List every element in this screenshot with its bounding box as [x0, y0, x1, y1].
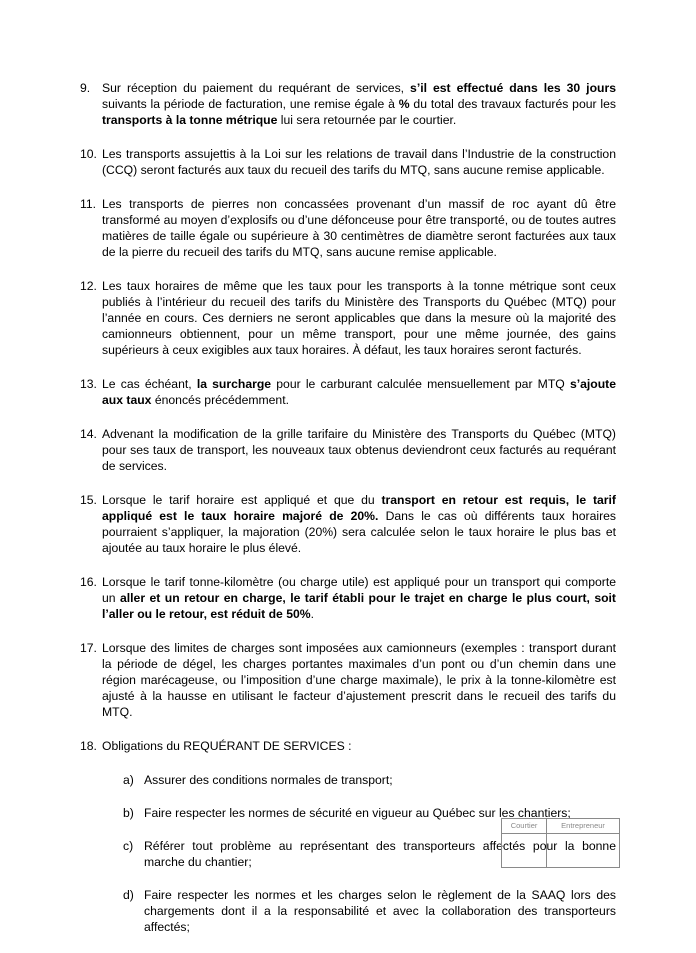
item-number: 15. — [80, 493, 97, 507]
item-text — [102, 279, 616, 357]
text-run: suivants la période de facturation, une remise égale à — [102, 97, 399, 111]
list-item — [80, 492, 616, 556]
text-run: Le cas échéant, — [102, 377, 197, 391]
item-text — [102, 147, 616, 177]
item-number: 10. — [80, 147, 97, 161]
list-item — [80, 640, 616, 720]
bold-text: la surcharge — [196, 377, 272, 391]
item-text — [102, 641, 616, 719]
text-run: du total des travaux facturés pour les — [409, 97, 616, 111]
bold-text: transport en retour est requis, le tarif appliqué est le taux horaire majoré de 20%. — [102, 493, 616, 523]
text-run: Lorsque des limites de charges sont imposées aux camionneurs (exemples : transport durant la période de dégel, les charges portantes maximales d’un pont ou d’un chemin dans une région marécageuse, ou l’imposition d’une charge maximale), le prix à la tonne-kilomètre est ajusté à la hausse en utilisant le facteur d’ajustement prescrit dans le recueil des tarifs du MTQ. — [102, 641, 616, 719]
text-run: pour le carburant calculée mensuellement par MTQ — [271, 377, 570, 391]
initials-label-entrepreneur: Entrepreneur — [547, 819, 620, 834]
item-number: 13. — [80, 377, 97, 391]
bold-text: % — [398, 97, 410, 111]
item-text — [102, 197, 616, 259]
bold-text: s’il est effectué dans les 30 jours — [410, 81, 616, 95]
text-run: Dans le cas où différents taux horaires pourraient s’appliquer, la majoration (20%) sera calculée selon le taux horaire le plus bas et ajoutée au taux horaire le plus élevé. — [102, 509, 617, 555]
sub-item-text: Référer tout problème au représentant des transporteurs affectés pour la bonne marche du chantier; — [144, 839, 616, 869]
item-number: 14. — [80, 427, 97, 441]
initials-label-courtier: Courtier — [502, 819, 547, 834]
sub-list-item — [102, 772, 616, 788]
bold-text: s’ajoute aux taux — [102, 377, 616, 407]
text-run: . — [310, 607, 314, 621]
item-text — [102, 427, 616, 473]
text-run: Advenant la modification de la grille tarifaire du Ministère des Transports du Québec (MTQ) pour ses taux de transport, les nouveaux taux obtenus deviendront ceux facturés au requérant de services. — [102, 427, 616, 473]
list-item — [80, 80, 616, 128]
text-run: Obligations du REQUÉRANT DE SERVICES : — [102, 739, 352, 753]
sub-item-label: d) — [123, 888, 134, 902]
list-item — [80, 146, 616, 178]
initials-box — [501, 818, 620, 868]
text-run: Les transports de pierres non concassées provenant d’un massif de roc ayant dû être transformé au moyen d’explosifs ou d’une défonceuse pour être transporté, ou de toutes autres matières de taille égale ou supérieure à 30 centimètres de diamètre seront facturées aux taux de la pierre du recueil des tarifs du MTQ, sans aucune remise applicable. — [102, 197, 616, 259]
sub-item-text: Assurer des conditions normales de transport; — [144, 773, 393, 787]
initials-field-courtier[interactable] — [502, 834, 547, 868]
bold-text: aller et un retour en charge, le tarif établi pour le trajet en charge le plus court, soit l’aller ou le retour, est réduit de 50% — [102, 591, 616, 621]
sub-item-label: c) — [123, 839, 134, 853]
item-number: 17. — [80, 641, 97, 655]
text-run: Les taux horaires de même que les taux pour les transports à la tonne métrique sont ceux publiés à l’intérieur du recueil des tarifs du Ministère des Transports du Québec (MTQ) pour l’année en cours. Ces derniers ne seront applicables que dans la mesure où la majorité des camionneurs obtiennent, pour un même transport, pour une même journée, des gains supérieurs à ceux exigibles aux taux horaires. À défaut, les taux horaires seront facturés. — [102, 279, 616, 357]
bold-text: transports à la tonne métrique — [102, 113, 278, 127]
list-item — [80, 426, 616, 474]
list-item — [80, 278, 616, 358]
sub-list-item — [102, 887, 616, 935]
item-number: 9. — [80, 81, 91, 95]
list-item — [80, 196, 616, 260]
text-run: Sur réception du paiement du requérant de services, — [102, 81, 411, 95]
text-run: Lorsque le tarif horaire est appliqué et que du — [102, 493, 382, 507]
item-text — [102, 575, 616, 621]
item-number: 11. — [80, 197, 97, 211]
item-text — [102, 493, 616, 555]
item-text — [102, 377, 616, 407]
item-number: 16. — [80, 575, 97, 589]
text-run: Les transports assujettis à la Loi sur les relations de travail dans l’Industrie de la construction (CCQ) seront facturés aux taux du recueil des tarifs du MTQ, sans aucune remise applicable. — [102, 147, 616, 177]
item-text — [102, 81, 616, 127]
sub-item-label: a) — [123, 773, 134, 787]
sub-item-text: Faire respecter les normes de sécurité en vigueur au Québec sur les chantiers; — [144, 806, 571, 820]
item-number: 18. — [80, 739, 97, 753]
text-run: Lorsque le tarif tonne-kilomètre (ou charge utile) est appliqué pour un transport qui comporte un — [102, 575, 616, 605]
list-item — [80, 574, 616, 622]
text-run: énoncés précédemment. — [151, 393, 289, 407]
sub-item-text: Faire respecter les normes et les charges selon le règlement de la SAAQ lors des chargements dont il a la responsabilité et avec la collaboration des transporteurs affectés; — [144, 888, 616, 934]
initials-field-entrepreneur[interactable] — [547, 834, 620, 868]
sub-item-label: b) — [123, 806, 134, 820]
item-text — [102, 739, 352, 753]
item-number: 12. — [80, 279, 97, 293]
text-run: lui sera retournée par le courtier. — [277, 113, 457, 127]
list-item — [80, 376, 616, 408]
